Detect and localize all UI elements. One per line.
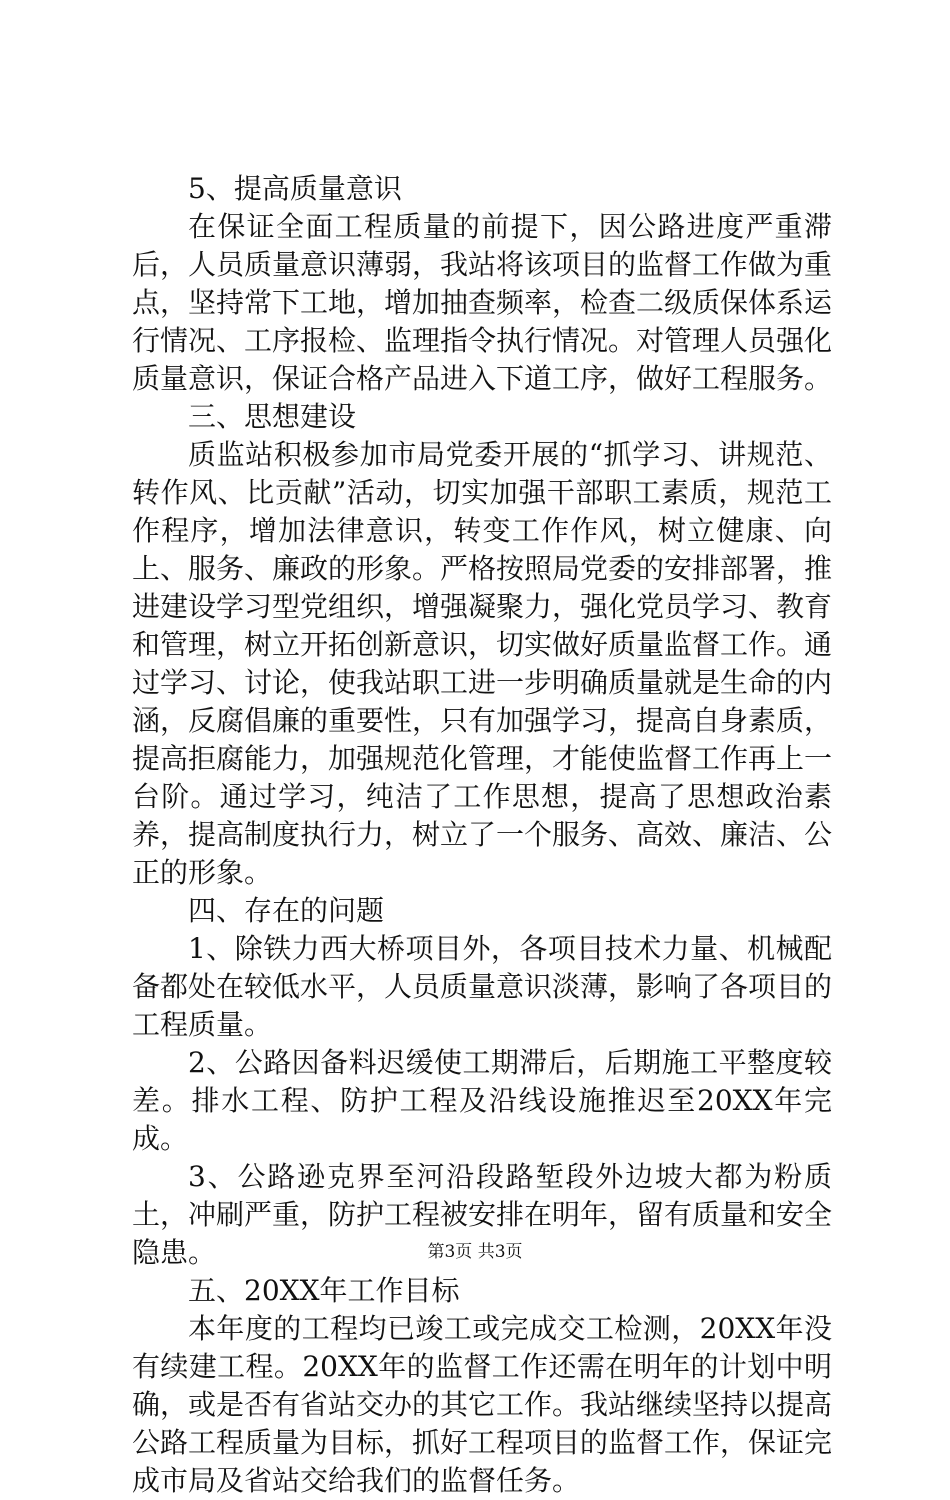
paragraph-problem-2: 2、公路因备料迟缓使工期滞后，后期施工平整度较差。排水工程、防护工程及沿线设施推迟至20XX年完成。 — [132, 1046, 832, 1155]
page-footer: 第3页 共3页 — [427, 1242, 523, 1262]
section-heading-quality-awareness: 5、提高质量意识 — [188, 172, 402, 205]
section-heading-ideology: 三、思想建设 — [188, 400, 357, 433]
section-heading-goals: 五、20XX年工作目标 — [188, 1274, 460, 1307]
paragraph-goals: 本年度的工程均已竣工或完成交工检测，20XX年没有续建工程。20XX年的监督工作还需在明年的计划中明确，或是否有省站交办的其它工作。我站继续坚持以提高公路工程质量为目标，抓好工程项目的监督工作，保证完成市局及省站交给我们的监督任务。 — [132, 1312, 833, 1497]
paragraph-quality-awareness: 在保证全面工程质量的前提下，因公路进度严重滞后，人员质量意识薄弱，我站将该项目的监督工作做为重点，坚持常下工地，增加抽查频率，检查二级质保体系运行情况、工序报检、监理指令执行情况。对管理人员强化质量意识，保证合格产品进入下道工序，做好工程服务。 — [132, 210, 833, 395]
paragraph-problem-1: 1、除铁力西大桥项目外，各项目技术力量、机械配备都处在较低水平，人员质量意识淡薄，影响了各项目的工程质量。 — [132, 932, 833, 1041]
paragraph-ideology: 质监站积极参加市局党委开展的“抓学习、讲规范、转作风、比贡献”活动，切实加强干部职工素质，规范工作程序，增加法律意识，转变工作作风，树立健康、向上、服务、廉政的形象。严格按照局党委的安排部署，推进建设学习型党组织，增强凝聚力，强化党员学习、教育和管理，树立开拓创新意识，切实做好质量监督工作。通过学习、讨论，使我站职工进一步明确质量就是生命的内涵，反腐倡廉的重要性，只有加强学习，提高自身素质，提高拒腐能力，加强规范化管理，才能使监督工作再上一台阶。通过学习，纯洁了工作思想，提高了思想政治素养，提高制度执行力，树立了一个服务、高效、廉洁、公正的形象。 — [132, 438, 833, 889]
document-body — [132, 170, 832, 1500]
paragraph-problem-3: 3、公路逊克界至河沿段路堑段外边坡大都为粉质土，冲刷严重，防护工程被安排在明年，留有质量和安全隐患。 — [132, 1160, 833, 1269]
section-heading-problems: 四、存在的问题 — [188, 894, 385, 927]
